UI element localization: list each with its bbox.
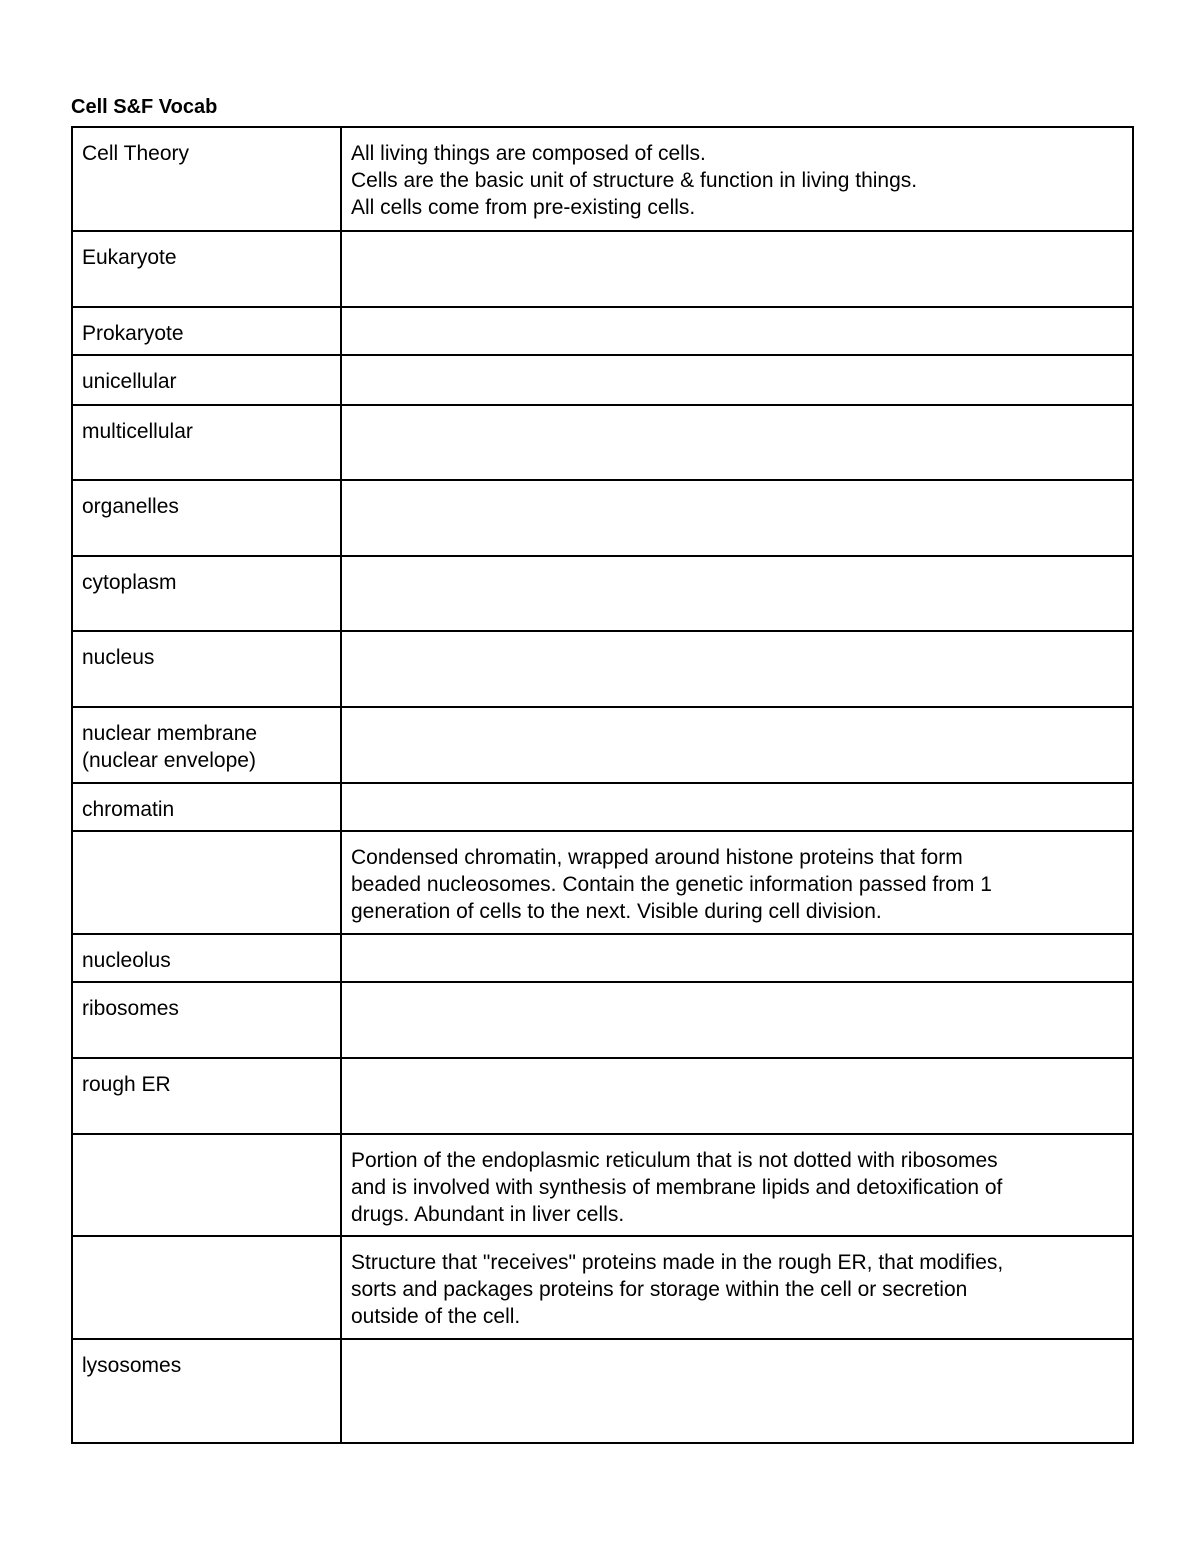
definition-line: outside of the cell. bbox=[351, 1305, 521, 1328]
definition-cell bbox=[341, 405, 1133, 480]
table-row bbox=[72, 1058, 1133, 1134]
definition-cell bbox=[341, 1058, 1133, 1134]
table-row bbox=[72, 1236, 1133, 1339]
term-cell: multicellular bbox=[72, 405, 341, 480]
definition-cell bbox=[341, 934, 1133, 982]
definition-cell bbox=[341, 707, 1133, 783]
definition-line: All living things are composed of cells. bbox=[351, 142, 706, 165]
term-cell: cytoplasm bbox=[72, 556, 341, 631]
table-row bbox=[72, 631, 1133, 707]
term-cell bbox=[72, 831, 341, 934]
definition-cell bbox=[341, 982, 1133, 1058]
definition-cell bbox=[341, 631, 1133, 707]
term-cell: rough ER bbox=[72, 1058, 341, 1134]
term-cell: nuclear membrane (nuclear envelope) bbox=[72, 707, 341, 783]
definition-line: All cells come from pre-existing cells. bbox=[351, 196, 696, 219]
definition-cell bbox=[341, 831, 1133, 934]
table-row bbox=[72, 1134, 1133, 1236]
table-row bbox=[72, 831, 1133, 934]
table-row bbox=[72, 480, 1133, 556]
definition-cell bbox=[341, 783, 1133, 831]
definition-line: Condensed chromatin, wrapped around histone proteins that form bbox=[351, 846, 963, 869]
definition-cell bbox=[341, 307, 1133, 355]
term-cell bbox=[72, 1236, 341, 1339]
term-cell: organelles bbox=[72, 480, 341, 556]
definition-cell bbox=[341, 127, 1133, 231]
term-cell bbox=[72, 1134, 341, 1236]
term-cell: ribosomes bbox=[72, 982, 341, 1058]
term-cell: Eukaryote bbox=[72, 231, 341, 307]
term-cell: nucleolus bbox=[72, 934, 341, 982]
term-cell: chromatin bbox=[72, 783, 341, 831]
table-row bbox=[72, 982, 1133, 1058]
term-cell: nucleus bbox=[72, 631, 341, 707]
definition-cell bbox=[341, 556, 1133, 631]
definition-line: sorts and packages proteins for storage within the cell or secretion bbox=[351, 1278, 968, 1301]
definition-line: and is involved with synthesis of membrane lipids and detoxification of bbox=[351, 1176, 1003, 1199]
definition-cell bbox=[341, 355, 1133, 405]
document-title: Cell S&F Vocab bbox=[71, 96, 218, 118]
definition-cell bbox=[341, 480, 1133, 556]
definition-cell bbox=[341, 1236, 1133, 1339]
table-row bbox=[72, 783, 1133, 831]
table-row bbox=[72, 1339, 1133, 1443]
definition-line: Portion of the endoplasmic reticulum that is not dotted with ribosomes bbox=[351, 1149, 998, 1172]
definition-line: beaded nucleosomes. Contain the genetic information passed from 1 bbox=[351, 873, 992, 896]
term-cell: Prokaryote bbox=[72, 307, 341, 355]
vocab-table bbox=[71, 126, 1134, 1444]
definition-cell bbox=[341, 1134, 1133, 1236]
table-row bbox=[72, 707, 1133, 783]
table-row bbox=[72, 405, 1133, 480]
table-row bbox=[72, 355, 1133, 405]
table-row bbox=[72, 556, 1133, 631]
table-row bbox=[72, 307, 1133, 355]
definition-cell bbox=[341, 231, 1133, 307]
definition-line: Structure that "receives" proteins made in the rough ER, that modifies, bbox=[351, 1251, 1004, 1274]
definition-line: generation of cells to the next. Visible during cell division. bbox=[351, 900, 882, 923]
table-row bbox=[72, 127, 1133, 231]
table-row bbox=[72, 231, 1133, 307]
term-cell: unicellular bbox=[72, 355, 341, 405]
term-cell: Cell Theory bbox=[72, 127, 341, 231]
term-cell: lysosomes bbox=[72, 1339, 341, 1443]
table-row bbox=[72, 934, 1133, 982]
definition-line: drugs. Abundant in liver cells. bbox=[351, 1203, 625, 1226]
definition-line: Cells are the basic unit of structure & function in living things. bbox=[351, 169, 918, 192]
definition-cell bbox=[341, 1339, 1133, 1443]
